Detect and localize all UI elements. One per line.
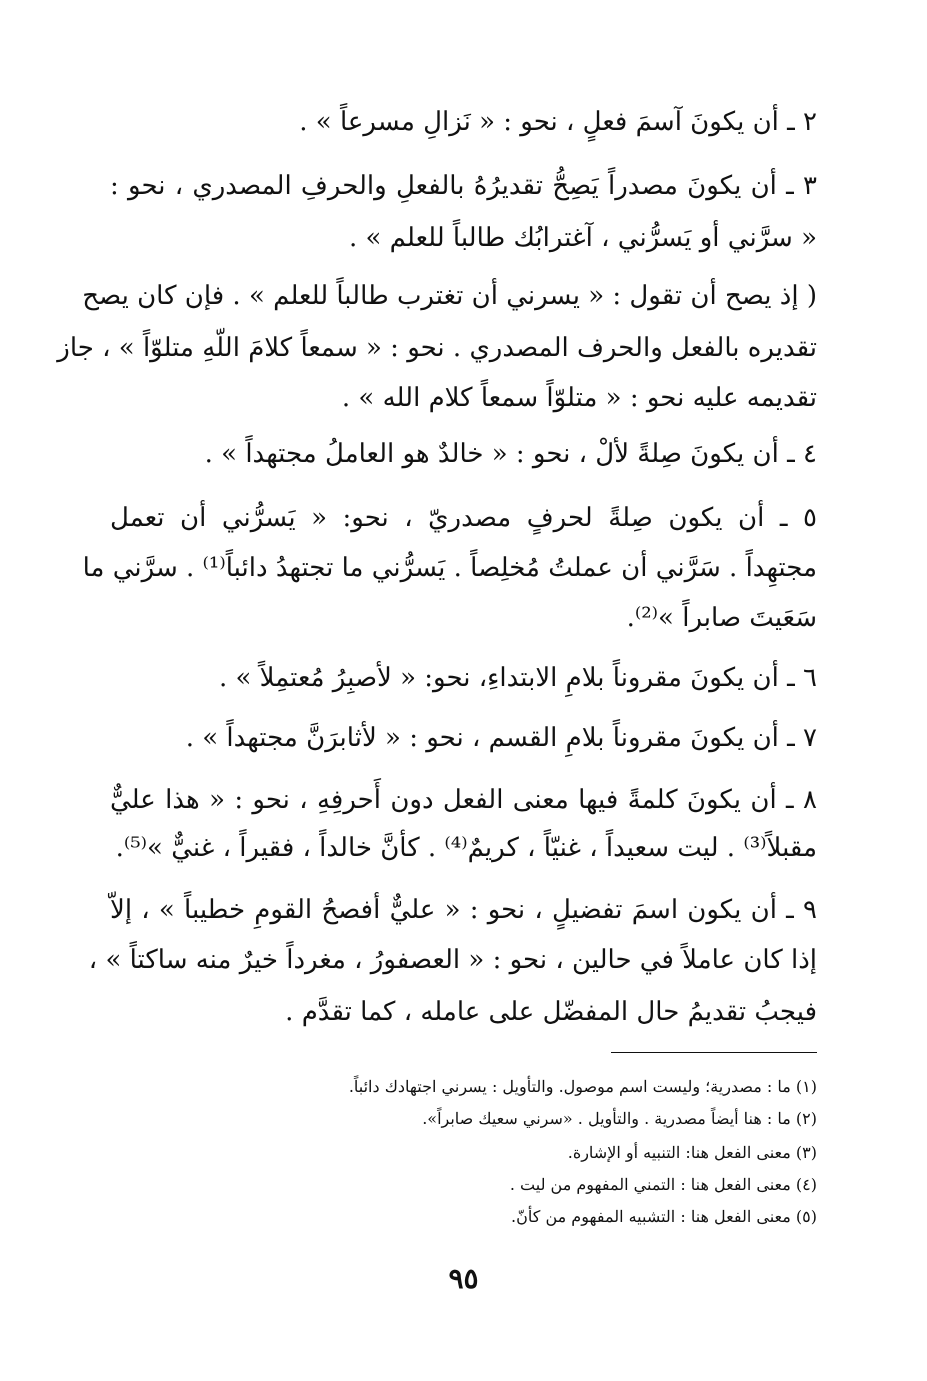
body-line-note-1: ( إذ يصح أن تقول : « يسرني أن تغترب طالباً للعلم » . فإن كان يصح (82, 281, 817, 311)
body-line-rule-3: ٣ ـ أن يكونَ مصدراً يَصِحُّ تقديرُهُ بالفعلِ والحرفِ المصدري ، نحو : (110, 171, 817, 201)
footnote-3: (٣) معنى الفعل هنا: التنبيه أو الإشارة. (567, 1143, 817, 1162)
body-line-note-3: تقديمه عليه نحو : « متلوّاً سمعاً كلام الله » . (341, 383, 817, 413)
body-line-rule-9: ٩ ـ أن يكون اسمَ تفضيلٍ ، نحو : « عليٌّ أفصحُ القومِ خطيباً » ، إلاّ (110, 895, 817, 925)
body-line-rule-5: ٥ ـ أن يكون صِلةً لحرفٍ مصدريّ ، نحو: « يَسرُّني أن تعمل (110, 503, 817, 533)
body-line-rule-7: ٧ ـ أن يكونَ مقروناً بلامِ القسم ، نحو : « لأثابرَنَّ مجتهداً » . (185, 723, 817, 753)
footnote-separator (611, 1052, 817, 1053)
body-line-note-2: تقديره بالفعل والحرف المصدري . نحو : « سمعاً كلامَ اللّهِ متلوّاً » ، جاز (57, 333, 817, 363)
body-line-rule-9-end: فيجبُ تقديمُ حال المفضّل على عامله ، كما تقدَّم . (285, 997, 817, 1027)
body-line-rule-4: ٤ ـ أن يكونَ صِلةً لألْ ، نحو : « خالدٌ هو العاملُ مجتهداً » . (204, 439, 817, 469)
footnote-5: (٥) معنى الفعل هنا : التشبيه المفهوم من كأنّ. (511, 1207, 817, 1226)
body-line-rule-6: ٦ ـ أن يكونَ مقروناً بلامِ الابتداءِ، نحو: « لأصبِرُ مُعتمِلاً » . (218, 663, 817, 693)
page-number: ٩٥ (448, 1262, 479, 1295)
footnote-4: (٤) معنى الفعل هنا : التمني المفهوم من ليت . (509, 1175, 817, 1194)
body-line-rule-9-cont: إذا كان عاملاً في حالين ، نحو : « العصفورُ ، مغرداً خيرٌ منه ساكتاً » ، (88, 945, 817, 975)
footnote-2: (٢) ما : هنا أيضاً مصدرية . والتأويل . «سرني سعيك صابراً». (422, 1109, 817, 1128)
body-line-rule-3-example: « سرَّني أو يَسرُّني ، آغترابُك طالباً للعلم » . (348, 223, 817, 253)
body-line-rule-2: ٢ ـ أن يكونَ آسمَ فعلٍ ، نحو : « نَزالِ مسرعاً » . (299, 107, 817, 137)
body-line-rule-5-cont: مجتهِداً . سَرَّني أن عملتُ مُخلِصاً . يَسرُّني ما تجتهدُ دائباً⁽¹⁾ . سرَّني ما (82, 553, 817, 583)
body-line-rule-5-end: سَعَيتَ صابراً »⁽²⁾. (626, 603, 817, 633)
body-line-rule-8-cont: مقبلاً⁽³⁾ . ليت سعيداً ، غنيّاً ، كريمٌ⁽⁴⁾ . كأنَّ خالداً ، فقيراً ، غنيٌّ »⁽⁵⁾. (115, 833, 817, 863)
body-line-rule-8: ٨ ـ أن يكونَ كلمةً فيها معنى الفعل دون أَحرفِهِ ، نحو : « هذا عليٌّ (110, 785, 817, 815)
footnote-1: (١) ما : مصدرية؛ وليست اسم موصول. والتأويل : يسرني اجتهادك دائباً. (348, 1077, 817, 1096)
